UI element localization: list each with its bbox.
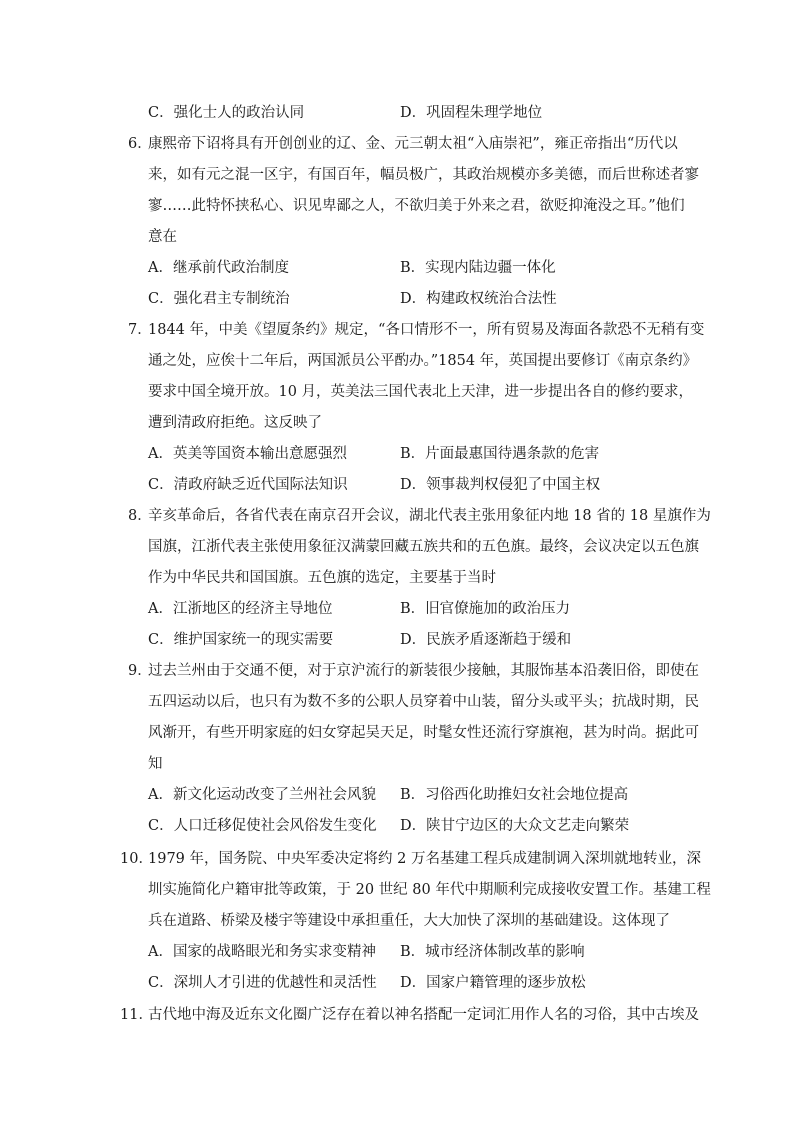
q5-option-d: D．巩固程朱理学地位: [400, 105, 543, 121]
q7-options-row-1: [148, 444, 708, 464]
q6-stem-line-1: 康熙帝下诏将具有开创创业的辽、金、元三朝太祖“入庙崇祀”，雍正帝指出“历代以: [148, 136, 678, 152]
q7-option-b: B．片面最惠国待遇条款的危害: [400, 446, 600, 462]
q8-options-row-2: [148, 630, 708, 650]
q9-option-b: B．习俗西化助推妇女社会地位提高: [400, 787, 629, 803]
q8-stem-line-3: 作为中华民共和国国旗。五色旗的选定，主要基于当时: [148, 570, 496, 586]
q5-option-c: C．强化士人的政治认同: [148, 105, 305, 121]
q7-stem-line-1: 1844 年，中美《望厦条约》规定，“各口情形不一，所有贸易及海面各款恐不无稍有变: [148, 322, 705, 338]
q10-stem-line-3: 兵在道路、桥梁及楼宇等建设中承担重任，大大加快了深圳的基础建设。这体现了: [148, 913, 670, 929]
q10-option-c: C．深圳人才引进的优越性和灵活性: [148, 975, 377, 991]
q10-option-a: A．国家的战略眼光和务实求变精神: [148, 944, 376, 960]
q7-option-c: C．清政府缺乏近代国际法知识: [148, 477, 348, 493]
q10-options-row-2: [148, 973, 708, 993]
q11-stem-line-1: 古代地中海及近东文化圈广泛存在着以神名搭配一定词汇用作人名的习俗，其中古埃及: [148, 1007, 699, 1023]
q6-stem-line-2: 来，如有元之混一区宇，有国百年，幅员极广，其政治规模亦多美德，而后世称述者寥: [148, 167, 699, 183]
q10-option-b: B．城市经济体制改革的影响: [400, 944, 585, 960]
q8-options-row-1: [148, 599, 708, 619]
q9-stem-line-1: 过去兰州由于交通不便，对于京沪流行的新装很少接触，其服饰基本沿袭旧俗，即使在: [148, 663, 699, 679]
q9-option-d: D．陕甘宁边区的大众文艺走向繁荣: [400, 818, 630, 834]
q9-options-row-2: [148, 816, 708, 836]
q6-options-row-2: [148, 289, 708, 309]
q6-option-a: A．继承前代政治制度: [148, 260, 289, 276]
q7-stem-line-3: 要求中国全境开放。10 月，英美法三国代表北上天津，进一步提出各自的修约要求，: [148, 384, 694, 400]
q8-stem-line-2: 国旗，江浙代表主张使用象征汉满蒙回藏五族共和的五色旗。最终，会议决定以五色旗: [148, 539, 699, 555]
q8-option-d: D．民族矛盾逐渐趋于缓和: [400, 632, 572, 648]
q10-option-d: D．国家户籍管理的逐步放松: [400, 975, 586, 991]
q10-options-row-1: [148, 942, 708, 962]
q7-option-d: D．领事裁判权侵犯了中国主权: [400, 477, 601, 493]
q9-stem-line-4: 知: [148, 756, 163, 772]
q8-option-b: B．旧官僚施加的政治压力: [400, 601, 571, 617]
q9-stem-line-2: 五四运动以后，也只有为数不多的公职人员穿着中山装，留分头或平头；抗战时期，民: [148, 694, 699, 710]
q10-stem-line-2: 圳实施简化户籍审批等政策，于 20 世纪 80 年代中期顺利完成接收安置工作。基建工程: [148, 882, 711, 898]
q6-options-row-1: [148, 258, 708, 278]
q9-number: 9．: [128, 663, 152, 679]
q6-stem-line-4: 意在: [148, 229, 177, 245]
q9-option-a: A．新文化运动改变了兰州社会风貌: [148, 787, 376, 803]
q10-number: 10．: [120, 851, 153, 867]
q9-option-c: C．人口迁移促使社会风俗发生变化: [148, 818, 377, 834]
q5-options-row-2: [148, 103, 708, 123]
q7-number: 7．: [128, 322, 152, 338]
q7-option-a: A．英美等国资本输出意愿强烈: [148, 446, 347, 462]
q10-stem-line-1: 1979 年，国务院、中央军委决定将约 2 万名基建工程兵成建制调入深圳就地转业，深: [148, 851, 701, 867]
q6-option-b: B．实现内陆边疆一体化: [400, 260, 556, 276]
q8-number: 8．: [128, 508, 152, 524]
q6-stem-line-3: 寥……此特怀挟私心、识见卑鄙之人，不欲归美于外来之君，欲贬抑淹没之耳。”他们: [148, 198, 685, 214]
q8-option-c: C．维护国家统一的现实需要: [148, 632, 334, 648]
q9-stem-line-3: 风渐开，有些开明家庭的妇女穿起吴天足，时髦女性还流行穿旗袍，甚为时尚。据此可: [148, 725, 699, 741]
q6-number: 6．: [128, 136, 152, 152]
q8-option-a: A．江浙地区的经济主导地位: [148, 601, 333, 617]
q11-number: 11．: [120, 1007, 153, 1023]
q7-options-row-2: [148, 475, 708, 495]
q9-options-row-1: [148, 785, 708, 805]
q6-option-c: C．强化君主专制统治: [148, 291, 290, 307]
q6-option-d: D．构建政权统治合法性: [400, 291, 557, 307]
q7-stem-line-4: 遭到清政府拒绝。这反映了: [148, 415, 322, 431]
q7-stem-line-2: 通之处，应俟十二年后，两国派员公平酌办。”1854 年，英国提出要修订《南京条约》: [148, 353, 698, 369]
q8-stem-line-1: 辛亥革命后，各省代表在南京召开会议，湖北代表主张用象征内地 18 省的 18 星旗作为: [148, 508, 711, 524]
